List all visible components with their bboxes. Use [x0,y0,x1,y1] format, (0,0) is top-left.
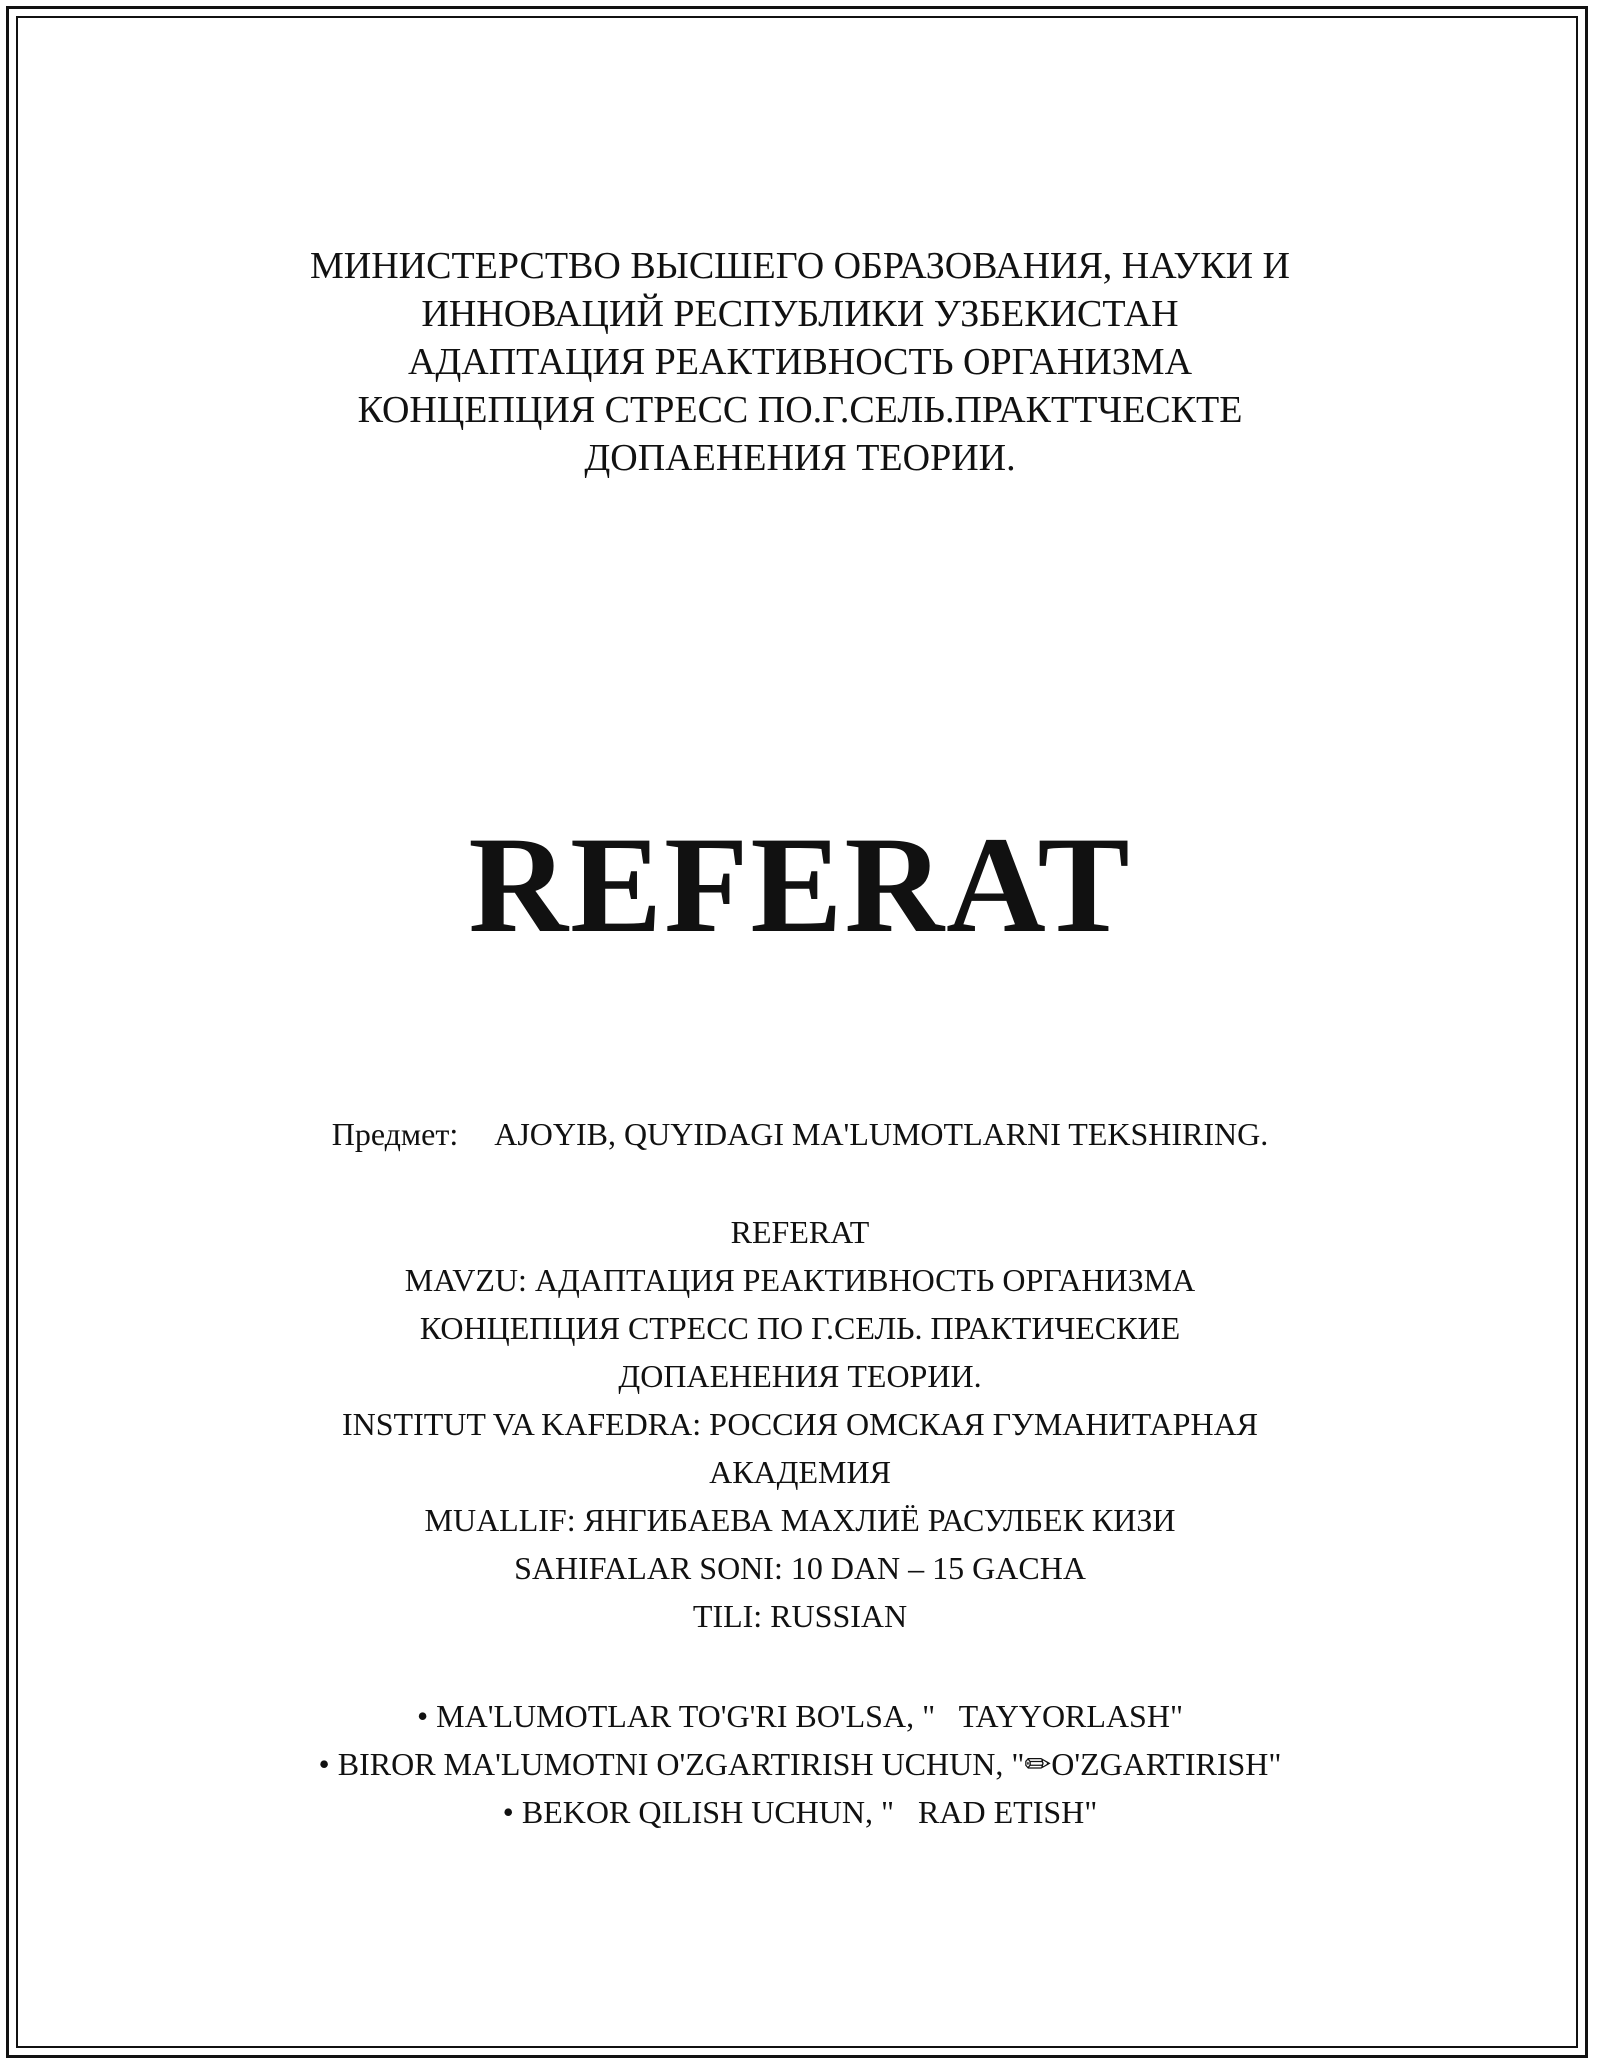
subject-label: Предмет: [331,1116,459,1152]
subject-value: AJOYIB, QUYIDAGI MA'LUMOTLARNI TEKSHIRING. [494,1116,1269,1152]
header-line: МИНИСТЕРСТВО ВЫСШЕГО ОБРАЗОВАНИЯ, НАУКИ И [310,245,1290,287]
instruction-item: • MA'LUMOTLAR TO'G'RI BO'LSA, " TAYYORLASH" [416,1698,1184,1734]
info-line: КОНЦЕПЦИЯ СТРЕСС ПО Г.СЕЛЬ. ПРАКТИЧЕСКИЕ [419,1310,1181,1346]
info-line: TILI: RUSSIAN [692,1598,908,1634]
info-line: MAVZU: АДАПТАЦИЯ РЕАКТИВНОСТЬ ОРГАНИЗМА [404,1262,1196,1298]
header-line: ДОПАЕНЕНИЯ ТЕОРИИ. [584,437,1016,479]
info-line: INSTITUT VA KAFEDRA: РОССИЯ ОМСКАЯ ГУМАНИТАРНАЯ [341,1406,1259,1442]
info-line: MUALLIF: ЯНГИБАЕВА МАХЛИЁ РАСУЛБЕК КИЗИ [424,1502,1176,1538]
info-line: АКАДЕМИЯ [709,1454,891,1490]
info-line: SAHIFALAR SONI: 10 DAN – 15 GACHA [514,1550,1086,1586]
subject-line [0,1112,1600,1156]
header-line: ИННОВАЦИЙ РЕСПУБЛИКИ УЗБЕКИСТАН [421,293,1179,335]
referat-info [200,1208,1400,1640]
ministry-header [200,242,1400,482]
info-line: REFERAT [730,1214,870,1250]
instruction-item: • BEKOR QILISH UCHUN, " RAD ETISH" [502,1794,1098,1830]
instruction-item: • BIROR MA'LUMOTNI O'ZGARTIRISH UCHUN, "✏O'ZGARTIRISH" [318,1746,1282,1782]
header-line: АДАПТАЦИЯ РЕАКТИВНОСТЬ ОРГАНИЗМА [407,341,1193,383]
header-line: КОНЦЕПЦИЯ СТРЕСС ПО.Г.СЕЛЬ.ПРАКТТЧЕСКТЕ [357,389,1243,431]
instruction-list [200,1692,1400,1836]
document-title: REFERAT [468,808,1132,961]
info-line: ДОПАЕНЕНИЯ ТЕОРИИ. [618,1358,982,1394]
